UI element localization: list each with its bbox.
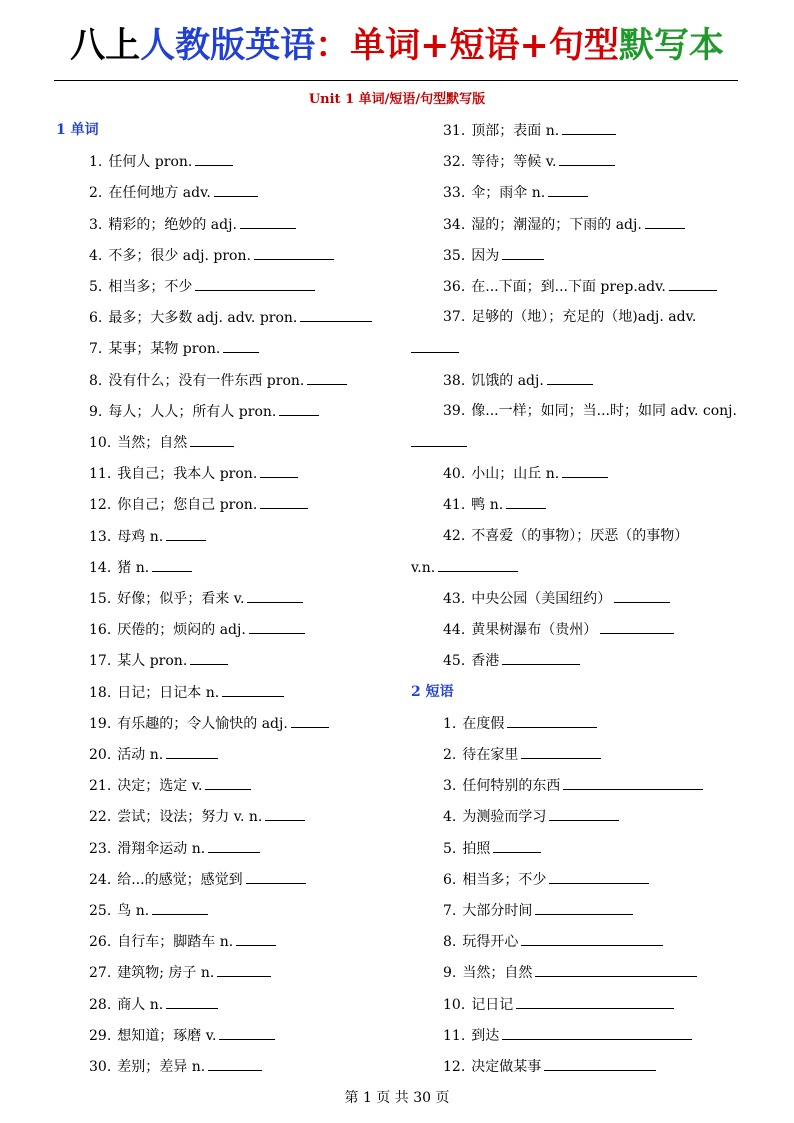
item-number: 2. <box>443 747 457 763</box>
word-item <box>89 152 233 171</box>
answer-blank[interactable] <box>265 807 305 821</box>
answer-blank[interactable] <box>222 683 284 697</box>
item-number: 31. <box>443 123 466 139</box>
answer-blank[interactable] <box>254 246 334 260</box>
item-text: 任何特别的东西 <box>462 778 561 795</box>
word-item <box>89 870 306 889</box>
word-item <box>443 527 688 545</box>
answer-blank[interactable] <box>152 558 192 572</box>
answer-blank[interactable] <box>507 714 597 728</box>
item-text: 相当多；不少 <box>462 871 547 888</box>
item-text: 有乐趣的；令人愉快的 adj. <box>117 715 288 732</box>
answer-blank[interactable] <box>190 651 228 665</box>
item-number: 17. <box>89 653 112 670</box>
answer-blank[interactable] <box>562 464 608 478</box>
word-item <box>89 215 296 234</box>
page-footer: 第 1 页 共 30 页 <box>344 1090 450 1106</box>
answer-blank[interactable] <box>521 932 663 946</box>
answer-blank[interactable] <box>614 589 670 603</box>
item-text: 好像；似乎；看来 v. <box>117 591 245 607</box>
word-item <box>89 839 260 858</box>
item-text: 等待；等候 v. <box>471 154 557 171</box>
word-item <box>89 995 218 1014</box>
word-item <box>443 183 588 202</box>
item-text: 不多；很少 adj. pron. <box>108 247 251 264</box>
item-number: 13. <box>89 528 112 545</box>
item-text: 任何人 pron. <box>108 154 193 171</box>
item-number: 10. <box>89 435 112 451</box>
answer-blank[interactable] <box>535 901 633 915</box>
item-number: 9. <box>443 965 457 982</box>
answer-blank[interactable] <box>208 1057 262 1071</box>
answer-blank[interactable] <box>544 1057 656 1071</box>
word-item <box>89 464 298 483</box>
answer-blank[interactable] <box>247 589 303 603</box>
word-item <box>89 308 372 327</box>
phrase-item <box>443 776 703 795</box>
item-number: 3. <box>89 216 103 233</box>
item-number: 1. <box>89 154 103 171</box>
phrase-item <box>443 901 633 920</box>
item-number: 26. <box>89 934 112 951</box>
answer-blank-line <box>411 433 467 452</box>
item-number: 38. <box>443 372 466 389</box>
item-text: 鸭 n. <box>471 497 504 514</box>
answer-blank[interactable] <box>307 371 347 385</box>
item-number: 9. <box>89 403 103 420</box>
item-text: 你自己；您自己 pron. <box>117 497 258 514</box>
item-text: 香港 <box>471 653 500 670</box>
answer-blank[interactable] <box>559 152 615 166</box>
item-text: 伞；雨伞 n. <box>471 185 546 202</box>
word-item <box>89 932 276 951</box>
item-text: 相当多；不少 <box>108 279 193 295</box>
item-text: v.n. <box>411 559 436 576</box>
item-text: 足够的（地）；充足的（地)adj. adv. <box>471 309 697 326</box>
answer-blank[interactable] <box>438 558 518 572</box>
item-number: 45. <box>443 653 466 670</box>
item-text: 最多；大多数 adj. adv. pron. <box>108 310 298 327</box>
answer-blank[interactable] <box>260 495 308 509</box>
answer-blank[interactable] <box>547 371 593 385</box>
item-text: 某事；某物 pron. <box>108 341 221 358</box>
item-number: 14. <box>89 559 112 576</box>
item-number: 24. <box>89 871 112 888</box>
answer-blank[interactable] <box>195 277 315 291</box>
word-item <box>89 558 192 577</box>
item-text: 母鸡 n. <box>117 528 164 545</box>
item-number: 34. <box>443 216 466 233</box>
item-text: 黄果树瀑布（贵州） <box>471 622 598 639</box>
item-number: 4. <box>89 247 103 264</box>
answer-blank[interactable] <box>236 932 276 946</box>
answer-blank[interactable] <box>190 433 234 447</box>
item-number: 12. <box>89 497 112 514</box>
item-number: 8. <box>89 372 103 389</box>
item-number: 29. <box>89 1027 112 1044</box>
item-number: 20. <box>89 747 112 763</box>
item-number: 35. <box>443 247 466 264</box>
answer-blank[interactable] <box>195 152 233 166</box>
answer-blank[interactable] <box>152 901 208 915</box>
word-item <box>89 651 228 670</box>
word-item <box>89 714 329 733</box>
answer-blank[interactable] <box>223 339 259 353</box>
answer-blank[interactable] <box>669 277 717 291</box>
answer-blank[interactable] <box>217 963 271 977</box>
item-number: 2. <box>89 185 103 202</box>
item-text: 像...一样；如同；当...时；如同 adv. conj. <box>471 402 737 419</box>
item-number: 37. <box>443 309 466 326</box>
word-item <box>89 1057 262 1076</box>
answer-blank[interactable] <box>219 1026 275 1040</box>
answer-blank[interactable] <box>521 745 601 759</box>
answer-blank[interactable] <box>549 870 649 884</box>
word-item <box>89 246 334 265</box>
item-text: 日记；日记本 n. <box>117 684 220 701</box>
answer-blank[interactable] <box>562 121 616 135</box>
item-text: 当然；自然 <box>462 965 533 982</box>
phrase-item <box>443 932 663 951</box>
phrase-item <box>443 1026 692 1045</box>
word-item <box>443 121 616 140</box>
item-text: 决定；选定 v. <box>117 778 203 795</box>
word-item <box>89 901 208 920</box>
item-number: 7. <box>89 341 103 358</box>
answer-blank[interactable] <box>645 215 685 229</box>
item-text: 在...下面；到...下面 prep.adv. <box>471 279 666 295</box>
word-item <box>89 402 319 421</box>
phrase-item <box>443 839 541 858</box>
word-item <box>443 152 615 171</box>
answer-blank[interactable] <box>535 963 697 977</box>
section-heading: 2 短语 <box>411 683 454 700</box>
item-number: 39. <box>443 402 466 419</box>
answer-blank[interactable] <box>600 620 674 634</box>
item-number: 32. <box>443 154 466 171</box>
item-text: 给...的感觉；感觉到 <box>117 871 243 888</box>
item-text: 决定做某事 <box>471 1059 542 1075</box>
item-text: 小山；山丘 n. <box>471 466 560 483</box>
item-text: 差别；差异 n. <box>117 1059 206 1075</box>
answer-blank[interactable] <box>240 215 296 229</box>
phrase-item <box>443 1057 656 1076</box>
word-item <box>89 1026 275 1045</box>
item-text: 厌倦的；烦闷的 adj. <box>117 622 246 639</box>
header-divider <box>54 80 738 81</box>
item-text: 尝试；设法；努力 v. n. <box>117 809 263 826</box>
answer-blank[interactable] <box>214 183 258 197</box>
item-number: 15. <box>89 591 112 607</box>
item-number: 7. <box>443 903 457 919</box>
item-text: 湿的；潮湿的；下雨的 adj. <box>471 216 642 233</box>
phrase-item <box>443 807 619 826</box>
answer-blank[interactable] <box>300 308 372 322</box>
word-item <box>443 620 674 639</box>
item-text: 不喜爱（的事物）；厌恶（的事物） <box>471 527 689 544</box>
item-number: 6. <box>89 310 103 327</box>
word-item <box>89 527 206 546</box>
answer-blank[interactable] <box>208 839 260 853</box>
item-number: 18. <box>89 684 112 701</box>
item-number: 23. <box>89 840 112 857</box>
item-number: 4. <box>443 809 457 826</box>
item-number: 28. <box>89 996 112 1013</box>
item-number: 22. <box>89 809 112 826</box>
answer-blank[interactable] <box>279 402 319 416</box>
word-item <box>89 683 284 702</box>
item-number: 36. <box>443 279 466 295</box>
item-text: 待在家里 <box>462 747 519 763</box>
item-number: 1. <box>443 715 457 732</box>
item-number: 19. <box>89 715 112 732</box>
phrase-item <box>443 745 601 764</box>
word-item <box>443 651 580 670</box>
answer-blank[interactable] <box>502 651 580 665</box>
item-text: 中央公园（美国纽约） <box>471 591 612 607</box>
item-text: 精彩的；绝妙的 adj. <box>108 216 237 233</box>
answer-blank[interactable] <box>516 995 674 1009</box>
item-text: 活动 n. <box>117 747 164 763</box>
item-text: 鸟 n. <box>117 903 150 919</box>
item-text: 在任何地方 adv. <box>108 185 211 202</box>
word-item <box>89 745 218 764</box>
word-item <box>89 339 259 358</box>
answer-blank-line <box>411 339 459 358</box>
answer-blank[interactable] <box>166 527 206 541</box>
title-part-1: 八上 <box>70 26 141 66</box>
answer-blank[interactable] <box>502 1026 692 1040</box>
item-number: 42. <box>443 527 466 544</box>
title-part-3: ：单词+短语+句型 <box>315 26 619 66</box>
item-text: 我自己；我本人 pron. <box>117 466 258 483</box>
word-item <box>443 495 546 514</box>
item-text: 顶部；表面 n. <box>471 123 560 139</box>
phrase-item <box>443 963 697 982</box>
answer-blank[interactable] <box>549 807 619 821</box>
phrase-item <box>443 995 674 1014</box>
item-text: 每人；人人；所有人 pron. <box>108 403 277 420</box>
item-number: 8. <box>443 934 457 951</box>
phrase-item <box>443 870 649 889</box>
item-number: 41. <box>443 497 466 514</box>
answer-blank[interactable] <box>411 433 467 447</box>
word-item <box>443 402 737 420</box>
word-item <box>89 963 271 982</box>
item-text: 建筑物; 房子 n. <box>117 965 215 982</box>
word-item <box>89 589 303 608</box>
word-item <box>443 308 696 326</box>
answer-blank[interactable] <box>506 495 546 509</box>
item-text: 在度假 <box>462 715 505 732</box>
word-item <box>89 183 258 202</box>
word-item <box>89 495 308 514</box>
item-number: 11. <box>443 1027 466 1044</box>
title-part-2: 人教版英语 <box>140 26 316 66</box>
item-text: 为测验而学习 <box>462 809 547 826</box>
item-number: 3. <box>443 778 457 795</box>
item-text: 记日记 <box>471 996 514 1013</box>
answer-blank[interactable] <box>411 339 459 353</box>
item-number: 30. <box>89 1059 112 1075</box>
word-item <box>443 246 544 265</box>
item-text: 没有什么；没有一件东西 pron. <box>108 372 305 389</box>
answer-blank[interactable] <box>260 464 298 478</box>
item-text: 某人 pron. <box>117 653 188 670</box>
item-number: 5. <box>89 279 103 295</box>
word-item <box>89 620 305 639</box>
item-text: 想知道；琢磨 v. <box>117 1027 217 1044</box>
item-number: 33. <box>443 185 466 202</box>
word-item <box>443 215 685 234</box>
item-text: 到达 <box>471 1027 500 1044</box>
item-number: 16. <box>89 622 112 639</box>
word-item-continued <box>411 558 518 577</box>
item-number: 25. <box>89 903 112 919</box>
item-text: 商人 n. <box>117 996 164 1013</box>
answer-blank[interactable] <box>166 745 218 759</box>
item-number: 43. <box>443 591 466 607</box>
item-number: 12. <box>443 1059 466 1075</box>
title-part-4: 默写本 <box>618 26 724 66</box>
item-text: 拍照 <box>462 840 491 857</box>
phrase-item <box>443 714 597 733</box>
word-item <box>89 433 234 452</box>
section-heading: 1 单词 <box>56 122 99 138</box>
word-item <box>89 776 251 795</box>
word-item <box>89 277 315 296</box>
item-text: 猪 n. <box>117 559 150 576</box>
word-item <box>89 807 305 826</box>
answer-blank[interactable] <box>291 714 329 728</box>
item-text: 滑翔伞运动 n. <box>117 840 206 857</box>
item-number: 40. <box>443 466 466 483</box>
item-number: 21. <box>89 778 112 795</box>
item-number: 44. <box>443 622 466 639</box>
answer-blank[interactable] <box>548 183 588 197</box>
item-text: 饥饿的 adj. <box>471 372 544 389</box>
item-number: 6. <box>443 871 457 888</box>
word-item <box>443 277 717 296</box>
answer-blank[interactable] <box>205 776 251 790</box>
unit-subtitle: Unit 1 单词/短语/句型默写版 <box>308 92 486 107</box>
item-text: 玩得开心 <box>462 934 519 951</box>
item-number: 10. <box>443 996 466 1013</box>
item-number: 27. <box>89 965 112 982</box>
item-text: 大部分时间 <box>462 903 533 919</box>
item-number: 5. <box>443 840 457 857</box>
answer-blank[interactable] <box>166 995 218 1009</box>
answer-blank[interactable] <box>493 839 541 853</box>
answer-blank[interactable] <box>563 776 703 790</box>
word-item <box>443 589 670 608</box>
word-item <box>443 371 593 390</box>
page-title <box>0 22 794 70</box>
word-item <box>89 371 347 390</box>
item-text: 当然；自然 <box>117 435 188 451</box>
answer-blank[interactable] <box>246 870 306 884</box>
answer-blank[interactable] <box>502 246 544 260</box>
item-text: 自行车；脚踏车 n. <box>117 934 234 951</box>
word-item <box>443 464 608 483</box>
answer-blank[interactable] <box>249 620 305 634</box>
item-text: 因为 <box>471 247 500 264</box>
item-number: 11. <box>89 466 112 483</box>
